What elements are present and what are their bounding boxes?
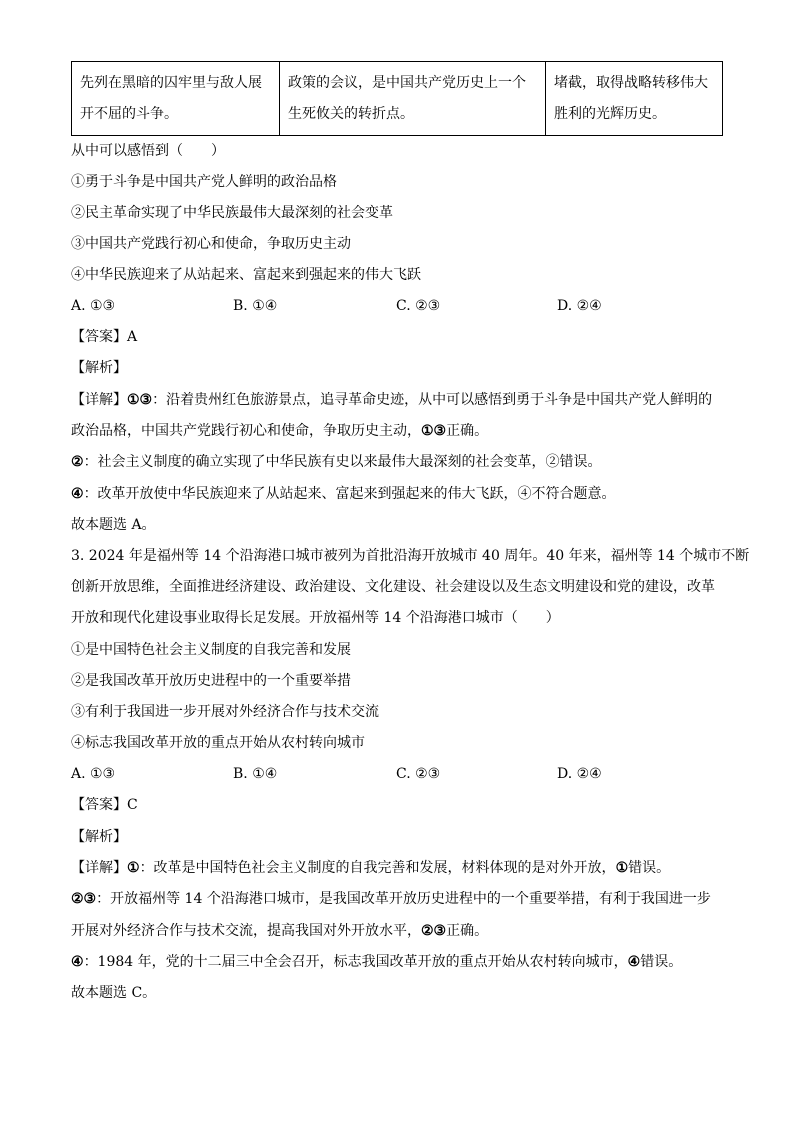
detail-text: ：社会主义制度的确立实现了中华民族有史以来最伟大最深刻的社会变革，②错误。 [83,454,602,470]
detail-mark: ④ [71,954,84,970]
option-b: B. ①④ [233,298,278,314]
answer-label: 【答案】 [71,329,127,345]
analysis-label: 【解析】 [71,829,127,845]
detail-text: ：沿着贵州红色旅游景点，追寻革命史迹，从中可以感悟到勇于斗争是中国共产党人鲜明的 [152,392,713,408]
table-row [72,62,723,136]
detail-line [71,484,616,504]
detail-mark: ① [127,860,140,876]
statement-item: ②是我国改革开放历史进程中的一个重要举措 [71,673,351,689]
statement-item: ①勇于斗争是中国共产党人鲜明的政治品格 [71,174,337,190]
detail-mark: ①③ [127,392,153,408]
answer-label: 【答案】 [71,797,127,813]
detail-text: 开展对外经济合作与技术交流，提高我国对外开放水平， [71,923,421,939]
option-a: A. ①③ [71,298,116,314]
answer-line [71,795,138,815]
question-stem: 开放和现代化建设事业取得长足发展。开放福州等 14 个沿海港口城市（ ） [71,610,560,626]
detail-text: 正确。 [446,923,489,939]
detail-line [71,421,488,441]
answer-line [71,327,137,347]
detail-label: 【详解】 [71,392,127,408]
detail-text: ：改革开放使中华民族迎来了从站起来、富起来到强起来的伟大飞跃，④不符合题意。 [83,486,616,502]
conclusion: 故本题选 A。 [71,517,156,533]
statement-item: ①是中国特色社会主义制度的自我完善和发展 [71,642,351,658]
table-cell: 堵截，取得战略转移伟大胜利的光辉历史。 [546,62,723,136]
detail-text: 政治品格，中国共产党践行初心和使命，争取历史主动， [71,423,421,439]
statement-item: ②民主革命实现了中华民族最伟大最深刻的社会变革 [71,205,393,221]
option-d: D. ②④ [557,766,602,782]
material-table [71,61,723,136]
detail-line [71,452,602,472]
detail-text: ：改革是中国特色社会主义制度的自我完善和发展，材料体现的是对外开放， [139,860,616,876]
statement-item: ④标志我国改革开放的重点开始从农村转向城市 [71,735,365,751]
detail-label: 【详解】 [71,860,127,876]
detail-line [71,889,711,909]
question-stem: 创新开放思维，全面推进经济建设、政治建设、文化建设、社会建设以及生态文明建设和党的建设，改革 [71,579,715,595]
question-stem: 3. 2024 年是福州等 14 个沿海港口城市被列为首批沿海开放城市 40 周年。40 年来，福州等 14 个城市不断 [71,548,750,564]
detail-mark: ②③ [71,891,97,907]
detail-text: ：开放福州等 14 个沿海港口城市，是我国改革开放历史进程中的一个重要举措，有利于我国进一步 [96,891,711,907]
detail-text: 错误。 [628,860,671,876]
detail-text: ：1984 年，党的十二届三中全会召开，标志我国改革开放的重点开始从农村转向城市， [83,954,628,970]
detail-mark: ②③ [421,923,447,939]
detail-mark: ①③ [421,423,447,439]
analysis-label: 【解析】 [71,360,127,376]
detail-line [71,921,488,941]
detail-line [71,858,670,878]
statement-item: ③有利于我国进一步开展对外经济合作与技术交流 [71,704,379,720]
option-c: C. ②③ [396,766,441,782]
detail-line [71,390,712,410]
detail-text: 错误。 [640,954,683,970]
statement-item: ④中华民族迎来了从站起来、富起来到强起来的伟大飞跃 [71,267,421,283]
table-cell: 政策的会议，是中国共产党历史上一个生死攸关的转折点。 [280,62,546,136]
answer-value: C [127,797,138,813]
detail-text: 正确。 [446,423,489,439]
question-stem: 从中可以感悟到（ ） [71,143,225,159]
option-c: C. ②③ [396,298,441,314]
answer-value: A [127,329,138,345]
statement-item: ③中国共产党践行初心和使命，争取历史主动 [71,236,351,252]
table-cell: 先列在黑暗的囚牢里与敌人展开不屈的斗争。 [72,62,280,136]
option-b: B. ①④ [233,766,278,782]
detail-mark: ④ [627,954,641,970]
conclusion: 故本题选 C。 [71,985,157,1001]
detail-mark: ② [71,454,84,470]
detail-line [71,952,682,972]
detail-mark: ① [615,860,629,876]
option-a: A. ①③ [71,766,116,782]
option-d: D. ②④ [557,298,602,314]
detail-mark: ④ [71,486,84,502]
